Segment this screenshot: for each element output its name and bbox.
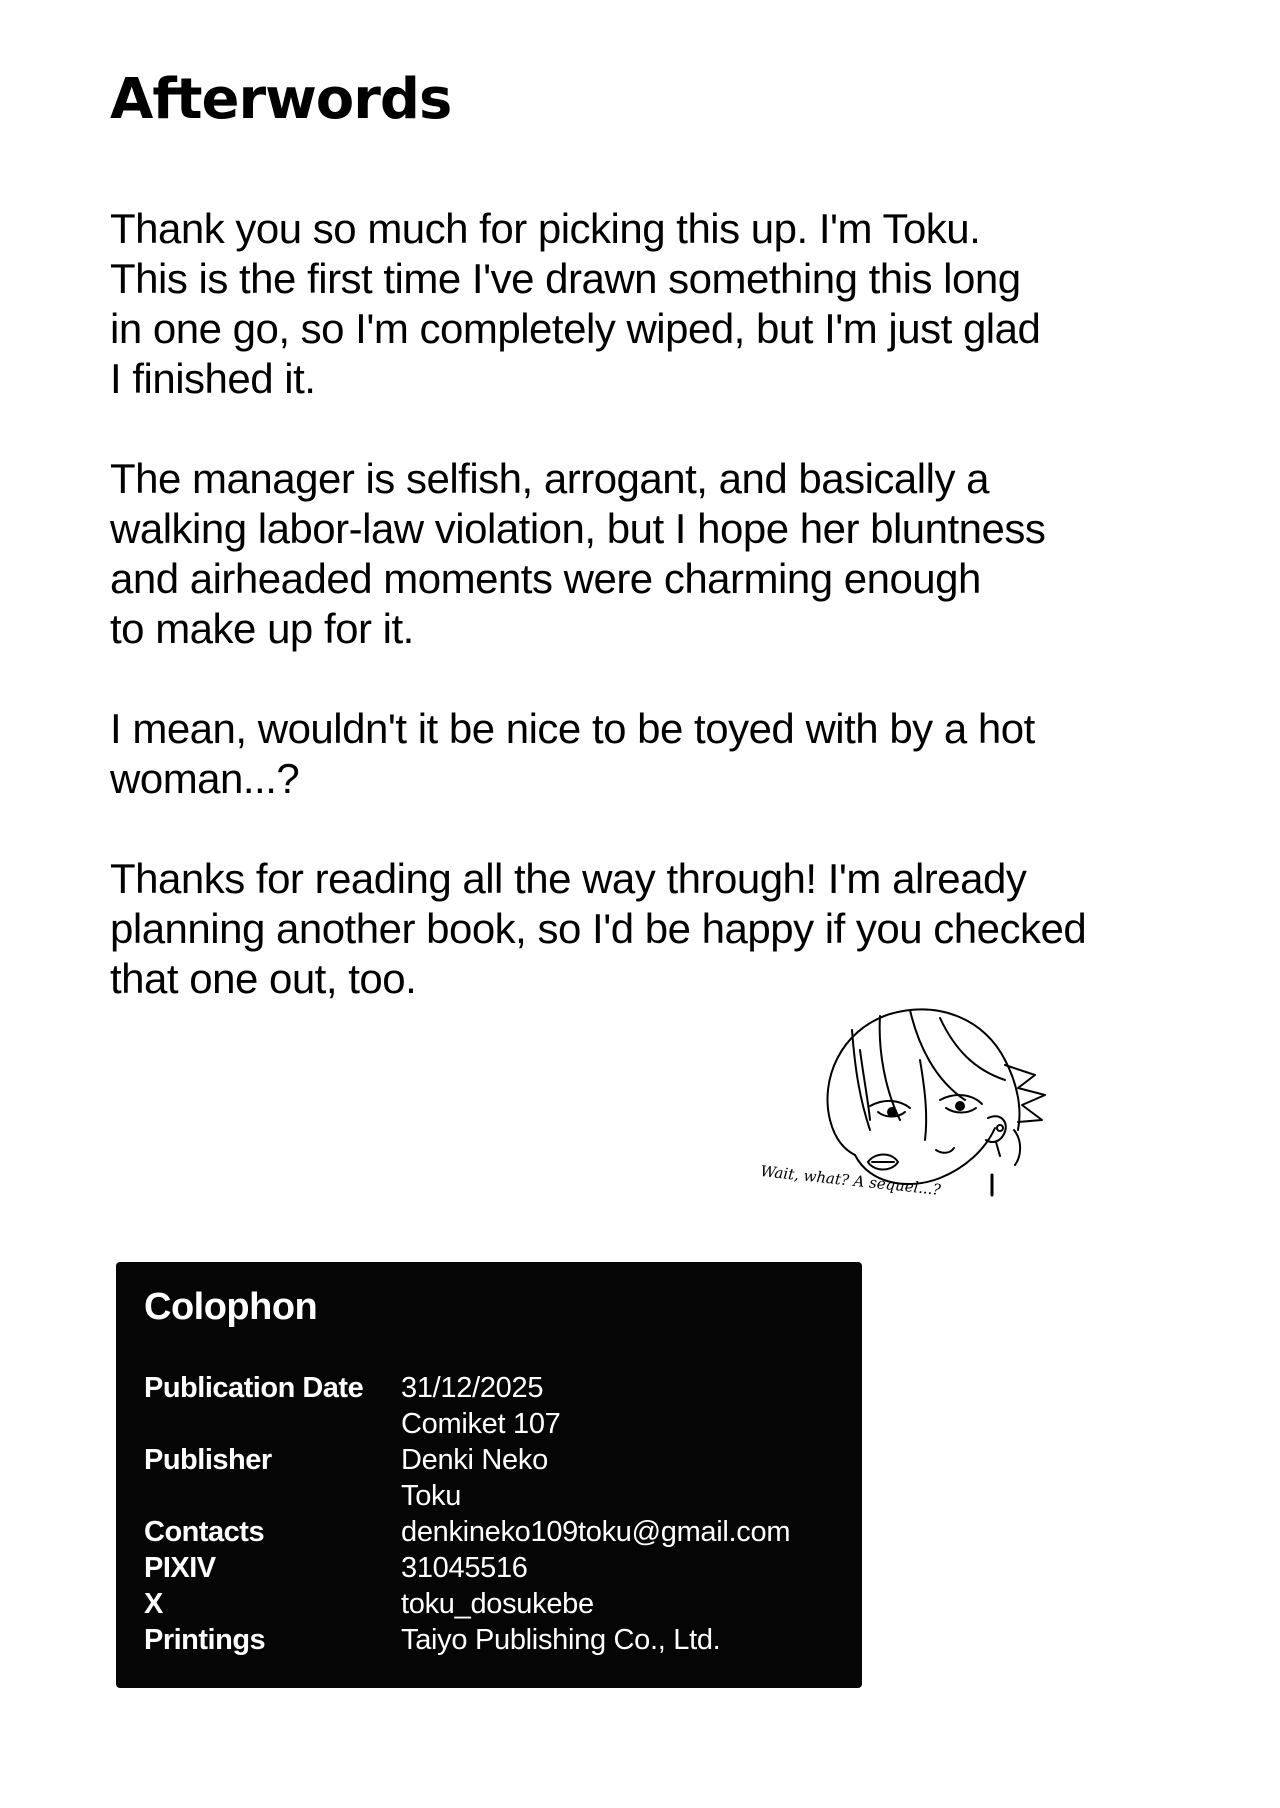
- text-line: This is the first time I've drawn something this long: [110, 255, 1021, 302]
- text-line: planning another book, so I'd be happy if you checked: [110, 905, 1087, 952]
- colophon-value: denkineko109toku@gmail.com: [401, 1515, 791, 1548]
- text-line: Thank you so much for picking this up. I'm Toku.: [110, 205, 981, 252]
- colophon-row: [144, 1550, 844, 1586]
- colophon-key: X: [144, 1587, 163, 1620]
- colophon-box: [116, 1262, 862, 1688]
- colophon-table: [144, 1370, 844, 1658]
- colophon-value: toku_dosukebe: [401, 1587, 594, 1620]
- colophon-value: Denki Neko: [401, 1443, 548, 1476]
- colophon-row: [144, 1478, 844, 1514]
- colophon-value: Toku: [401, 1479, 462, 1512]
- text-line: walking labor-law violation, but I hope her bluntness: [110, 505, 1046, 552]
- colophon-row: [144, 1514, 844, 1550]
- paragraph: [110, 704, 1170, 804]
- text-line: woman...?: [110, 755, 300, 802]
- text-line: and airheaded moments were charming enough: [110, 555, 981, 602]
- text-line: Thanks for reading all the way through! I'm already: [110, 855, 1027, 902]
- author-chibi-sketch: [760, 1000, 1120, 1250]
- sketch-caption: Wait, what? A sequel...?: [760, 1162, 942, 1199]
- colophon-value: 31/12/2025: [401, 1371, 544, 1404]
- colophon-title: Colophon: [144, 1286, 318, 1328]
- colophon-row: [144, 1406, 844, 1442]
- colophon-value: Taiyo Publishing Co., Ltd.: [401, 1623, 721, 1656]
- colophon-key: Publication Date: [144, 1371, 364, 1404]
- colophon-value: 31045516: [401, 1551, 528, 1584]
- paragraph: [110, 854, 1170, 1004]
- text-line: in one go, so I'm completely wiped, but I'm just glad: [110, 305, 1041, 352]
- colophon-key: Publisher: [144, 1443, 272, 1476]
- colophon-row: [144, 1586, 844, 1622]
- colophon-row: [144, 1622, 844, 1658]
- paragraph: [110, 204, 1170, 404]
- text-line: The manager is selfish, arrogant, and basically a: [110, 455, 989, 502]
- text-line: to make up for it.: [110, 605, 414, 652]
- colophon-key: Printings: [144, 1623, 266, 1656]
- text-line: I finished it.: [110, 355, 316, 402]
- paragraph: [110, 454, 1170, 654]
- colophon-value: Comiket 107: [401, 1407, 561, 1440]
- page-title: Afterwords: [110, 67, 452, 132]
- colophon-row: [144, 1442, 844, 1478]
- afterwords-body: [110, 204, 1170, 1054]
- colophon-row: [144, 1370, 844, 1406]
- colophon-key: Contacts: [144, 1515, 265, 1548]
- text-line: that one out, too.: [110, 955, 417, 1002]
- colophon-key: PIXIV: [144, 1551, 216, 1584]
- text-line: I mean, wouldn't it be nice to be toyed with by a hot: [110, 705, 1035, 752]
